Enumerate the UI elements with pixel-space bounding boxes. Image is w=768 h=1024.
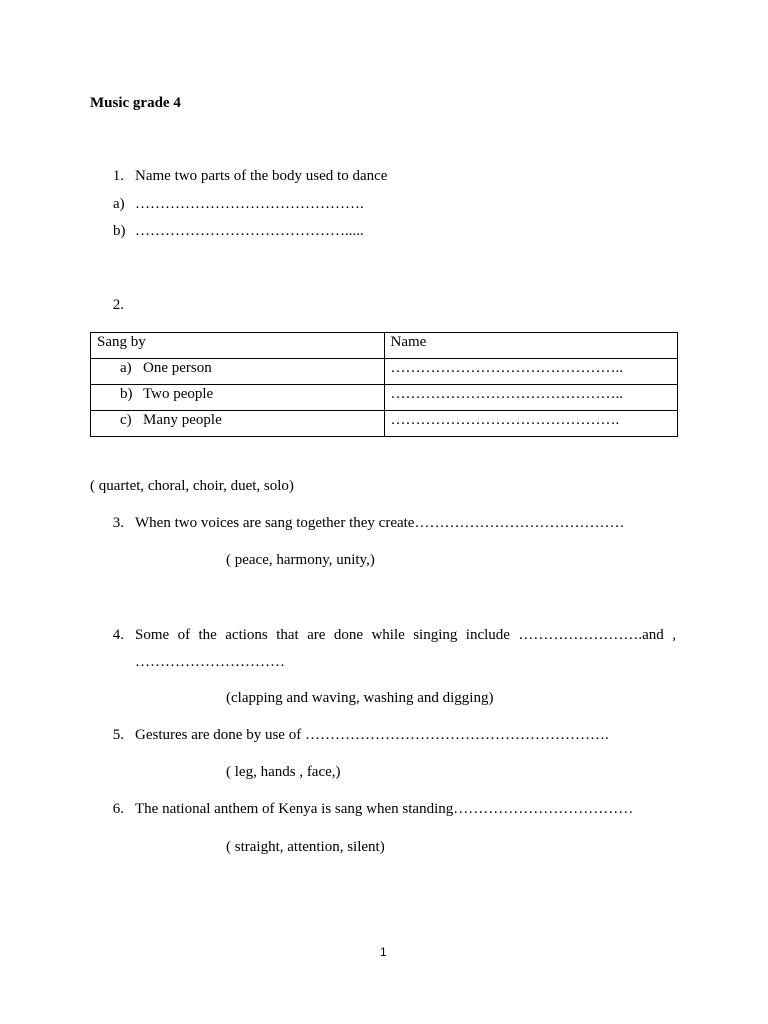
row-label: b) — [120, 386, 133, 402]
row-label: a) — [120, 360, 132, 376]
question-1-number: 1. — [112, 168, 124, 184]
table-header-sang-by: Sang by — [91, 333, 385, 359]
question-1-text: Name two parts of the body used to dance — [135, 168, 388, 184]
question-2-number: 2. — [112, 297, 124, 313]
table-cell-name-blank: ……………………………………….. — [384, 359, 678, 385]
table-cell-sang-by — [91, 385, 385, 411]
question-6-options: ( straight, attention, silent) — [226, 839, 385, 855]
table-header-name: Name — [384, 333, 678, 359]
word: singing — [413, 627, 458, 643]
question-5-text: Gestures are done by use of ……………………………………………………. — [135, 727, 609, 743]
question-3-number: 3. — [112, 515, 124, 531]
table-row — [91, 385, 678, 411]
question-5-number: 5. — [112, 727, 124, 743]
question-4-number: 4. — [112, 627, 124, 643]
word: done — [333, 627, 364, 643]
table-cell-name-blank: ……………………………………….. — [384, 385, 678, 411]
word: …………………….and — [518, 627, 664, 643]
question-2-table — [90, 332, 678, 437]
table-cell-name-blank: ………………………………………. — [384, 411, 678, 437]
word: include — [465, 627, 510, 643]
table-row — [91, 359, 678, 385]
row-text: Two people — [143, 386, 214, 402]
table-header-row — [91, 333, 678, 359]
question-4-text-line-2: ………………………… — [135, 654, 285, 670]
question-2-options: ( quartet, choral, choir, duet, solo) — [90, 478, 294, 494]
page-title: Music grade 4 — [90, 95, 181, 111]
word: Some — [135, 627, 170, 643]
question-5-options: ( leg, hands , face,) — [226, 764, 341, 780]
question-3-text: When two voices are sang together they create…………………………………… — [135, 515, 625, 531]
question-3-options: ( peace, harmony, unity,) — [226, 552, 375, 568]
question-6-text: The national anthem of Kenya is sang when standing……………………………… — [135, 801, 634, 817]
table-row — [91, 411, 678, 437]
page-number: 1 — [380, 945, 387, 959]
word: are — [307, 627, 326, 643]
table-cell-sang-by — [91, 359, 385, 385]
row-text: Many people — [143, 412, 222, 428]
question-4-options: (clapping and waving, washing and digging) — [226, 690, 494, 706]
question-1b-label: b) — [113, 223, 126, 239]
word: actions — [225, 627, 268, 643]
question-1a-label: a) — [113, 196, 125, 212]
question-6-number: 6. — [112, 801, 124, 817]
row-label: c) — [120, 412, 132, 428]
word: , — [672, 627, 676, 643]
word: while — [371, 627, 405, 643]
question-1a-blank: ………………………………………. — [135, 196, 364, 212]
question-4-text-line-1 — [135, 626, 676, 644]
word: that — [276, 627, 299, 643]
word: of — [177, 627, 191, 643]
row-text: One person — [143, 360, 212, 376]
word: the — [198, 627, 217, 643]
table-cell-sang-by — [91, 411, 385, 437]
question-1b-blank: ……………………………………..... — [135, 223, 364, 239]
